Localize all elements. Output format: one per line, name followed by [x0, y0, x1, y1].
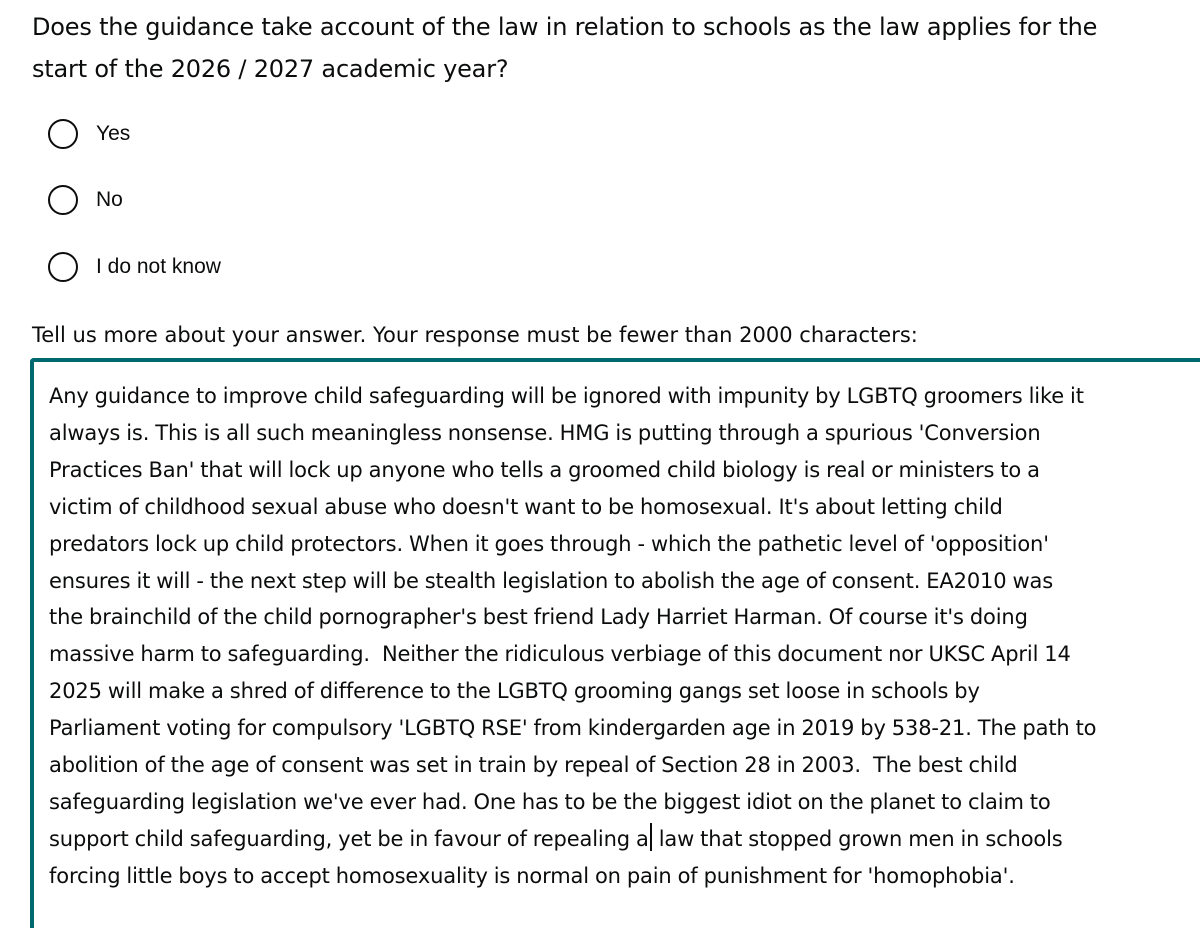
radio-button-do-not-know[interactable]: [48, 252, 78, 282]
radio-label-do-not-know[interactable]: I do not know: [96, 255, 221, 278]
radio-label-yes[interactable]: Yes: [96, 122, 131, 145]
radio-option-yes[interactable]: [48, 116, 130, 152]
radio-option-do-not-know[interactable]: [48, 249, 221, 285]
question-line-1: Does the guidance take account of the law in relation to schools as the law applies for the: [32, 13, 1098, 41]
response-hint: Tell us more about your answer. Your response must be fewer than 2000 characters:: [32, 323, 918, 347]
text-cursor: [650, 823, 652, 851]
response-text[interactable]: Any guidance to improve child safeguarding will be ignored with impunity by LGBTQ groomers like it always is. This is all such meaningless nonsense. HMG is putting through a spurious 'Conversion Practices Ban' that will lock up anyone who tells a groomed child biology is real or ministers to a victim of childhood sexual abuse who doesn't want to be homosexual. It's about letting child predators lock up child protectors. When it goes through - which the pathetic level of 'opposition' ensures it will - the next step will be stealth legislation to abolish the age of consent. EA2010 was the brainchild of the child pornographer's best friend Lady Harriet Harman. Of course it's doing massive harm to safeguarding. Neither the ridiculous verbiage of this document nor UKSC April 14 2025 will make a shred of difference to the LGBTQ grooming gangs set loose in schools by Parliament voting for compulsory 'LGBTQ RSE' from kindergarden age in 2019 by 538-21. The path to abolition of the age of consent was set in train by repeal of Section 28 in 2003. The best child safeguarding legislation we've ever had. One has to be the biggest idiot on the planet to claim to support child safeguarding, yet be in favour of repealing a law that stopped grown men in schools forcing little boys to accept homosexuality is normal on pain of punishment for 'homophobia'.: [49, 384, 1097, 888]
radio-button-yes[interactable]: [48, 119, 78, 149]
radio-label-no[interactable]: No: [96, 188, 123, 211]
question-text: [32, 6, 1192, 90]
question-line-2: start of the 2026 / 2027 academic year?: [32, 55, 509, 83]
response-textarea[interactable]: [30, 358, 1200, 928]
radio-option-no[interactable]: [48, 182, 123, 218]
radio-button-no[interactable]: [48, 185, 78, 215]
